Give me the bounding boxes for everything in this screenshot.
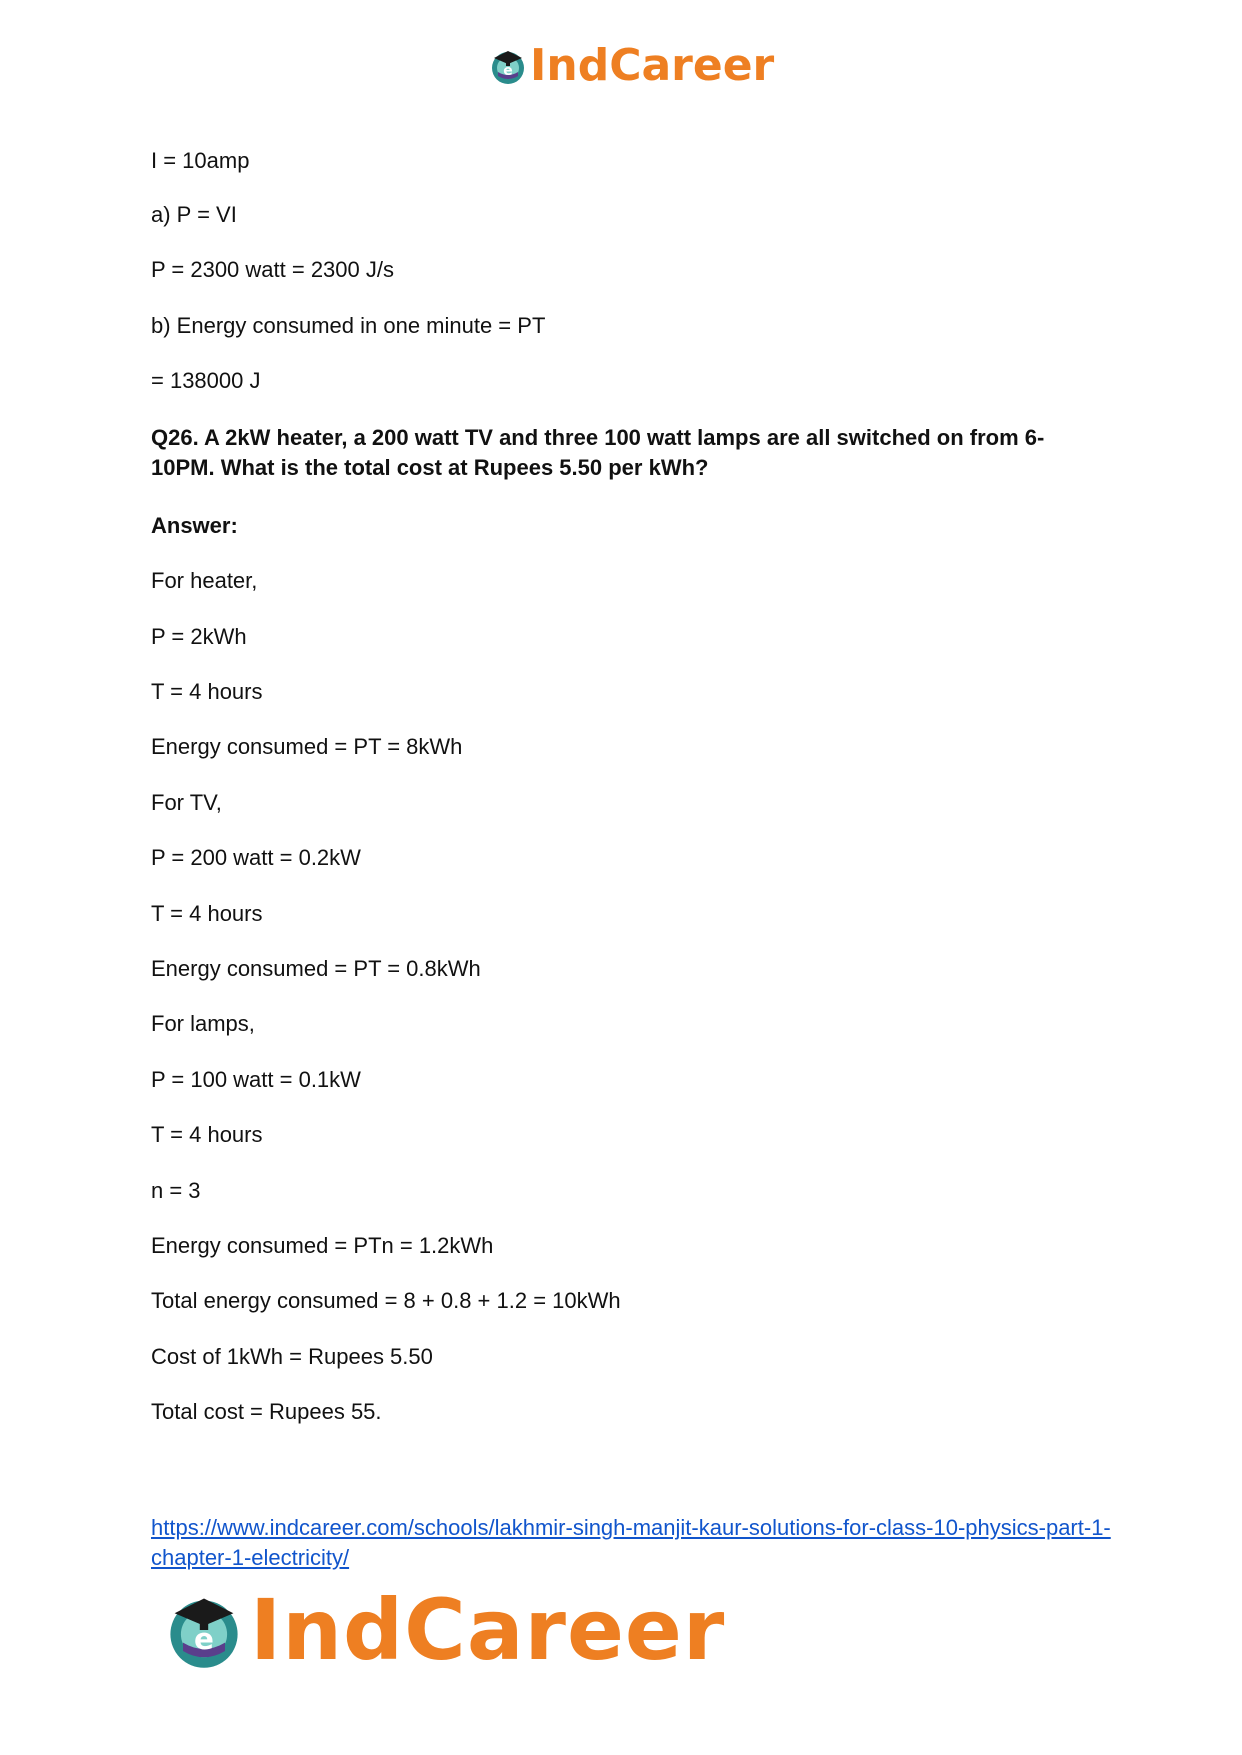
footer-logo	[162, 1581, 726, 1679]
text-line: Total energy consumed = 8 + 0.8 + 1.2 = 10kWh	[151, 1288, 621, 1313]
logo-wordmark: IndCareer	[530, 40, 775, 91]
answer-label: Answer:	[151, 513, 238, 538]
text-line: = 138000 J	[151, 368, 261, 393]
header-logo	[488, 42, 774, 90]
graduation-globe-icon	[488, 46, 528, 86]
text-line: b) Energy consumed in one minute = PT	[151, 313, 546, 338]
svg-text:e: e	[503, 63, 513, 79]
svg-text:e: e	[194, 1621, 214, 1656]
text-line: Energy consumed = PT = 0.8kWh	[151, 956, 481, 981]
text-line: Energy consumed = PT = 8kWh	[151, 734, 463, 759]
source-link[interactable]: https://www.indcareer.com/schools/lakhmir-singh-manjit-kaur-solutions-for-class-10-physics-part-1-chapter-1-electricity/	[151, 1515, 1111, 1570]
text-line: Energy consumed = PTn = 1.2kWh	[151, 1233, 494, 1258]
question-heading: Q26. A 2kW heater, a 200 watt TV and three 100 watt lamps are all switched on from 6-10PM. What is the total cost at Rupees 5.50 per kWh?	[151, 425, 1045, 480]
text-line: n = 3	[151, 1178, 201, 1203]
text-line: P = 200 watt = 0.2kW	[151, 845, 361, 870]
text-line: P = 100 watt = 0.1kW	[151, 1067, 361, 1092]
text-line: T = 4 hours	[151, 901, 263, 926]
text-line: For TV,	[151, 790, 222, 815]
text-line: Total cost = Rupees 55.	[151, 1399, 382, 1424]
graduation-globe-icon	[162, 1588, 246, 1672]
text-line: For lamps,	[151, 1011, 255, 1036]
text-line: T = 4 hours	[151, 1122, 263, 1147]
logo-wordmark: IndCareer	[250, 1581, 726, 1679]
text-line: T = 4 hours	[151, 679, 263, 704]
text-line: Cost of 1kWh = Rupees 5.50	[151, 1344, 433, 1369]
text-line: P = 2300 watt = 2300 J/s	[151, 257, 394, 282]
text-line: I = 10amp	[151, 148, 250, 173]
text-line: a) P = VI	[151, 202, 237, 227]
text-line: P = 2kWh	[151, 624, 247, 649]
text-line: For heater,	[151, 568, 258, 593]
